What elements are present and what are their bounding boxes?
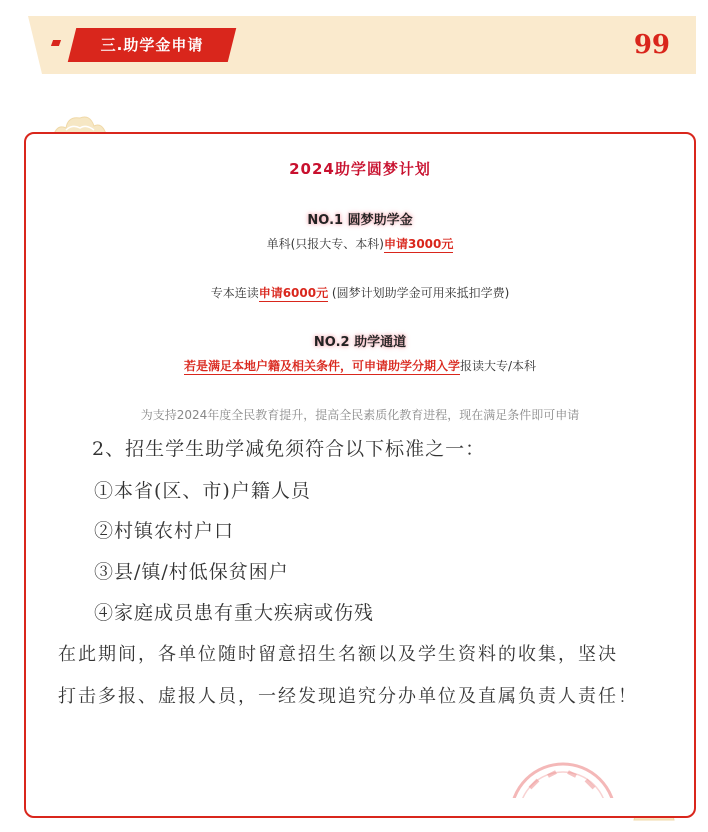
criteria-item: ④家庭成员患有重大疾病或伤残 [94, 602, 375, 624]
no1-line1-highlight: 申请3000元 [383, 237, 454, 251]
section-label: 三.助学金申请 [100, 36, 204, 54]
no1-line1-prefix: 单科(只报大专、本科) [266, 237, 384, 251]
no2-heading: NO.2 助学通道 [313, 335, 407, 350]
no2-line [24, 357, 696, 374]
seal-stamp-icon [508, 758, 618, 798]
criteria-item: ①本省(区、市)户籍人员 [94, 480, 311, 502]
criteria-item: ③县/镇/村低保贫困户 [94, 561, 289, 583]
no2-heading-row [24, 331, 696, 350]
support-note: 为支持2024年度全民教育提升，提高全民素质化教育进程，现在满足条件即可申请 [140, 408, 580, 422]
no1-line2-prefix: 专本连读 [210, 286, 259, 300]
no1-line2-highlight: 申请6000元 [258, 286, 329, 300]
closing-line-1: 在此期间，各单位随时留意招生名额以及学生资料的收集，坚决 [58, 644, 618, 665]
no1-line2 [24, 284, 696, 301]
card-title: 2024助学圆梦计划 [289, 160, 431, 178]
quote-mark-icon: 99 [633, 30, 670, 60]
criteria-item: ②村镇农村户口 [94, 520, 235, 542]
no2-line-highlight: 若是满足本地户籍及相关条件，可申请助学分期入学 [183, 359, 460, 373]
closing-line-2: 打击多报、虚报人员，一经发现追究分办单位及直属负责人责任！ [58, 686, 638, 707]
criteria-heading: 2、招生学生助学减免须符合以下标准之一： [92, 438, 486, 460]
no2-line-suffix: 报读大专/本科 [459, 359, 537, 373]
no1-heading: NO.1 圆梦助学金 [307, 213, 413, 228]
no1-line1 [24, 235, 696, 252]
no1-line2-suffix: (圆梦计划助学金可用来抵扣学费) [328, 286, 510, 300]
no1-heading-row [24, 209, 696, 228]
